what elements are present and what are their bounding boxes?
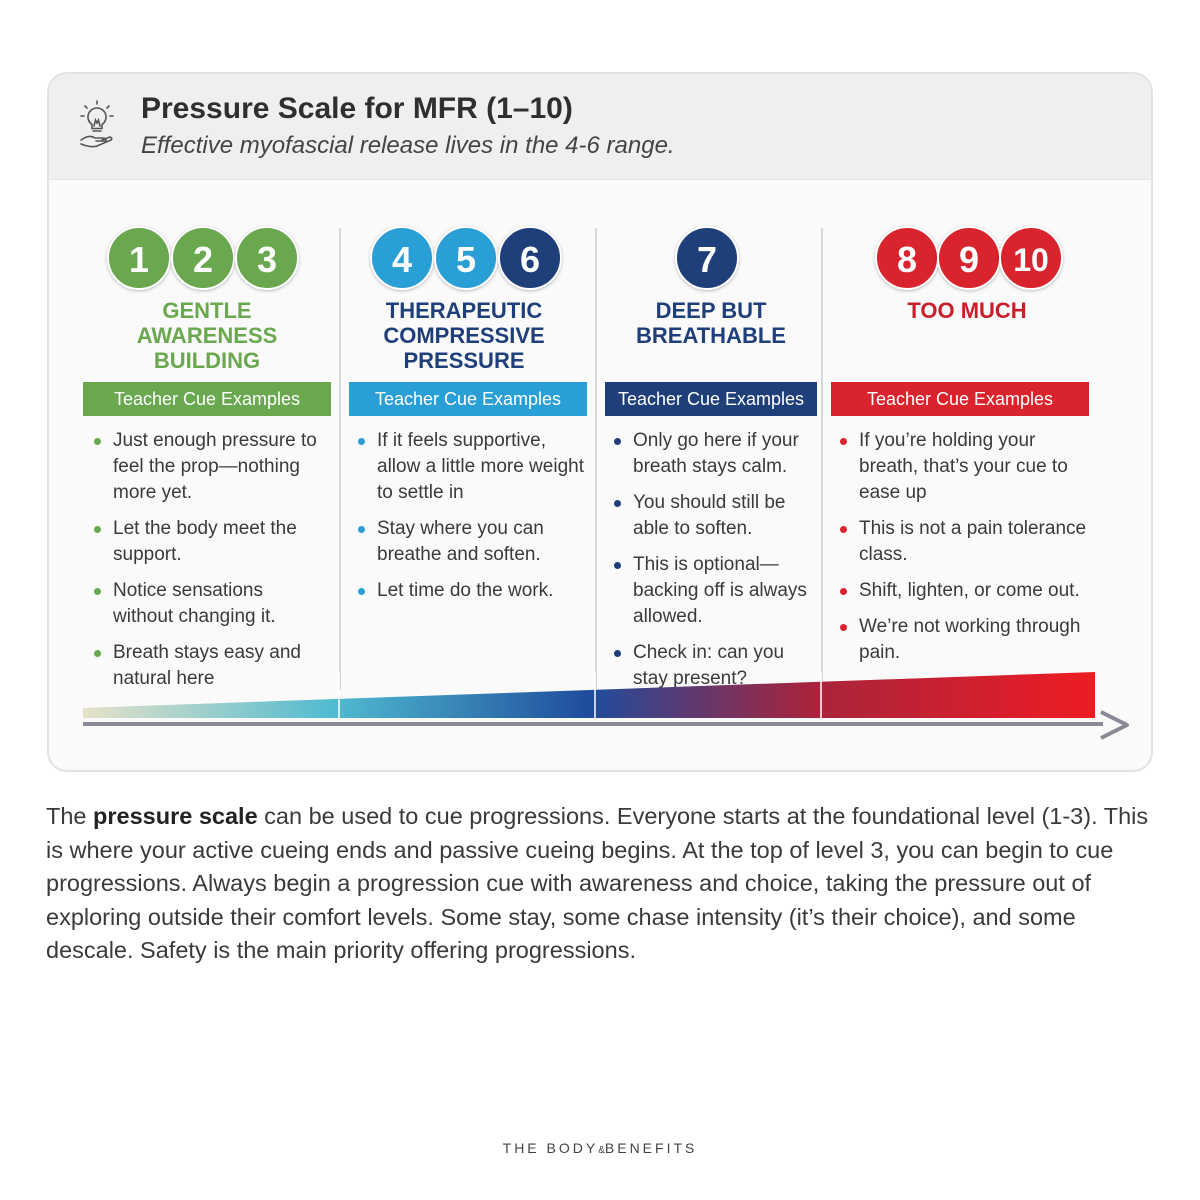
level-number-circle: 8 — [875, 226, 939, 290]
intensity-ramp — [83, 672, 1095, 718]
cue-header: Teacher Cue Examples — [605, 382, 817, 416]
brand-footer: THE BODY&BENEFITS — [502, 1140, 698, 1156]
ramp-shape — [83, 672, 1095, 718]
level-title: TOO MUCH — [907, 298, 1027, 323]
card-subtitle: Effective myofascial release lives in the 4-6 range. — [141, 132, 675, 159]
level-number-circle: 5 — [434, 226, 498, 290]
bullet-dot — [614, 650, 621, 657]
list-item: This is optional—backing off is always allowed. — [611, 552, 817, 630]
list-item: If it feels supportive, allow a little more weight to settle in — [355, 428, 585, 506]
bullet-dot — [840, 588, 847, 595]
bullet-dot — [614, 438, 621, 445]
list-item: Just enough pressure to feel the prop—nothing more yet. — [91, 428, 327, 506]
cue-header: Teacher Cue Examples — [831, 382, 1089, 416]
arrow-right-icon — [1097, 710, 1131, 740]
level-number-circle: 2 — [171, 226, 235, 290]
cue-list — [837, 428, 1097, 676]
bullet-dot — [840, 624, 847, 631]
lightbulb-hand-icon — [77, 100, 117, 152]
list-item: Stay where you can breathe and soften. — [355, 516, 585, 568]
level-number-circle: 6 — [498, 226, 562, 290]
cue-list — [355, 428, 585, 614]
list-item: Check in: can you stay present? — [611, 640, 817, 692]
level-number-circle: 1 — [107, 226, 171, 290]
level-title: DEEP BUT BREATHABLE — [636, 298, 786, 348]
column-divider — [821, 228, 823, 690]
list-item: Let the body meet the support. — [91, 516, 327, 568]
list-item: If you’re holding your breath, that’s your cue to ease up — [837, 428, 1097, 506]
list-item: Shift, lighten, or come out. — [837, 578, 1097, 604]
cue-list — [91, 428, 327, 702]
column-divider — [339, 228, 341, 690]
column-divider — [595, 228, 597, 690]
bullet-dot — [358, 588, 365, 595]
level-number-circle: 4 — [370, 226, 434, 290]
list-item: You should still be able to soften. — [611, 490, 817, 542]
list-item: Let time do the work. — [355, 578, 585, 604]
bullet-dot — [94, 650, 101, 657]
list-item: We’re not working through pain. — [837, 614, 1097, 666]
pressure-scale-card — [47, 72, 1153, 772]
list-item: Breath stays easy and natural here — [91, 640, 327, 692]
bullet-dot — [94, 438, 101, 445]
bullet-dot — [94, 526, 101, 533]
list-item: Notice sensations without changing it. — [91, 578, 327, 630]
cue-header: Teacher Cue Examples — [349, 382, 587, 416]
level-number-circle: 10 — [999, 226, 1063, 290]
level-numbers — [675, 226, 745, 286]
bold-term: pressure scale — [93, 803, 258, 829]
card-title: Pressure Scale for MFR (1–10) — [141, 92, 573, 125]
level-number-circle: 7 — [675, 226, 739, 290]
bullet-dot — [94, 588, 101, 595]
list-item: Only go here if your breath stays calm. — [611, 428, 817, 480]
level-numbers — [107, 226, 307, 286]
bullet-dot — [840, 438, 847, 445]
bullet-dot — [840, 526, 847, 533]
list-item: This is not a pain tolerance class. — [837, 516, 1097, 568]
level-number-circle: 9 — [937, 226, 1001, 290]
level-title: GENTLE AWARENESS BUILDING — [136, 298, 278, 373]
level-number-circle: 3 — [235, 226, 299, 290]
level-numbers — [370, 226, 570, 286]
card-header — [49, 74, 1151, 180]
level-numbers — [875, 226, 1075, 286]
cue-list — [611, 428, 817, 702]
description-paragraph: The pressure scale can be used to cue progressions. Everyone starts at the foundational level (1-3). This is where your active cueing ends and passive cueing begins. At the top of level 3, you can begin to cue progressions. Always begin a progression cue with awareness and choice, taking the pressure out of exploring outside their comfort levels. Some stay, some chase intensity (it’s their choice), and some descale. Safety is the main priority offering progressions. — [46, 803, 1149, 963]
bullet-dot — [358, 438, 365, 445]
scale-arrow-line — [83, 722, 1103, 726]
bullet-dot — [358, 526, 365, 533]
level-title: THERAPEUTIC COMPRESSIVE PRESSURE — [383, 298, 545, 373]
bullet-dot — [614, 562, 621, 569]
cue-header: Teacher Cue Examples — [83, 382, 331, 416]
bullet-dot — [614, 500, 621, 507]
